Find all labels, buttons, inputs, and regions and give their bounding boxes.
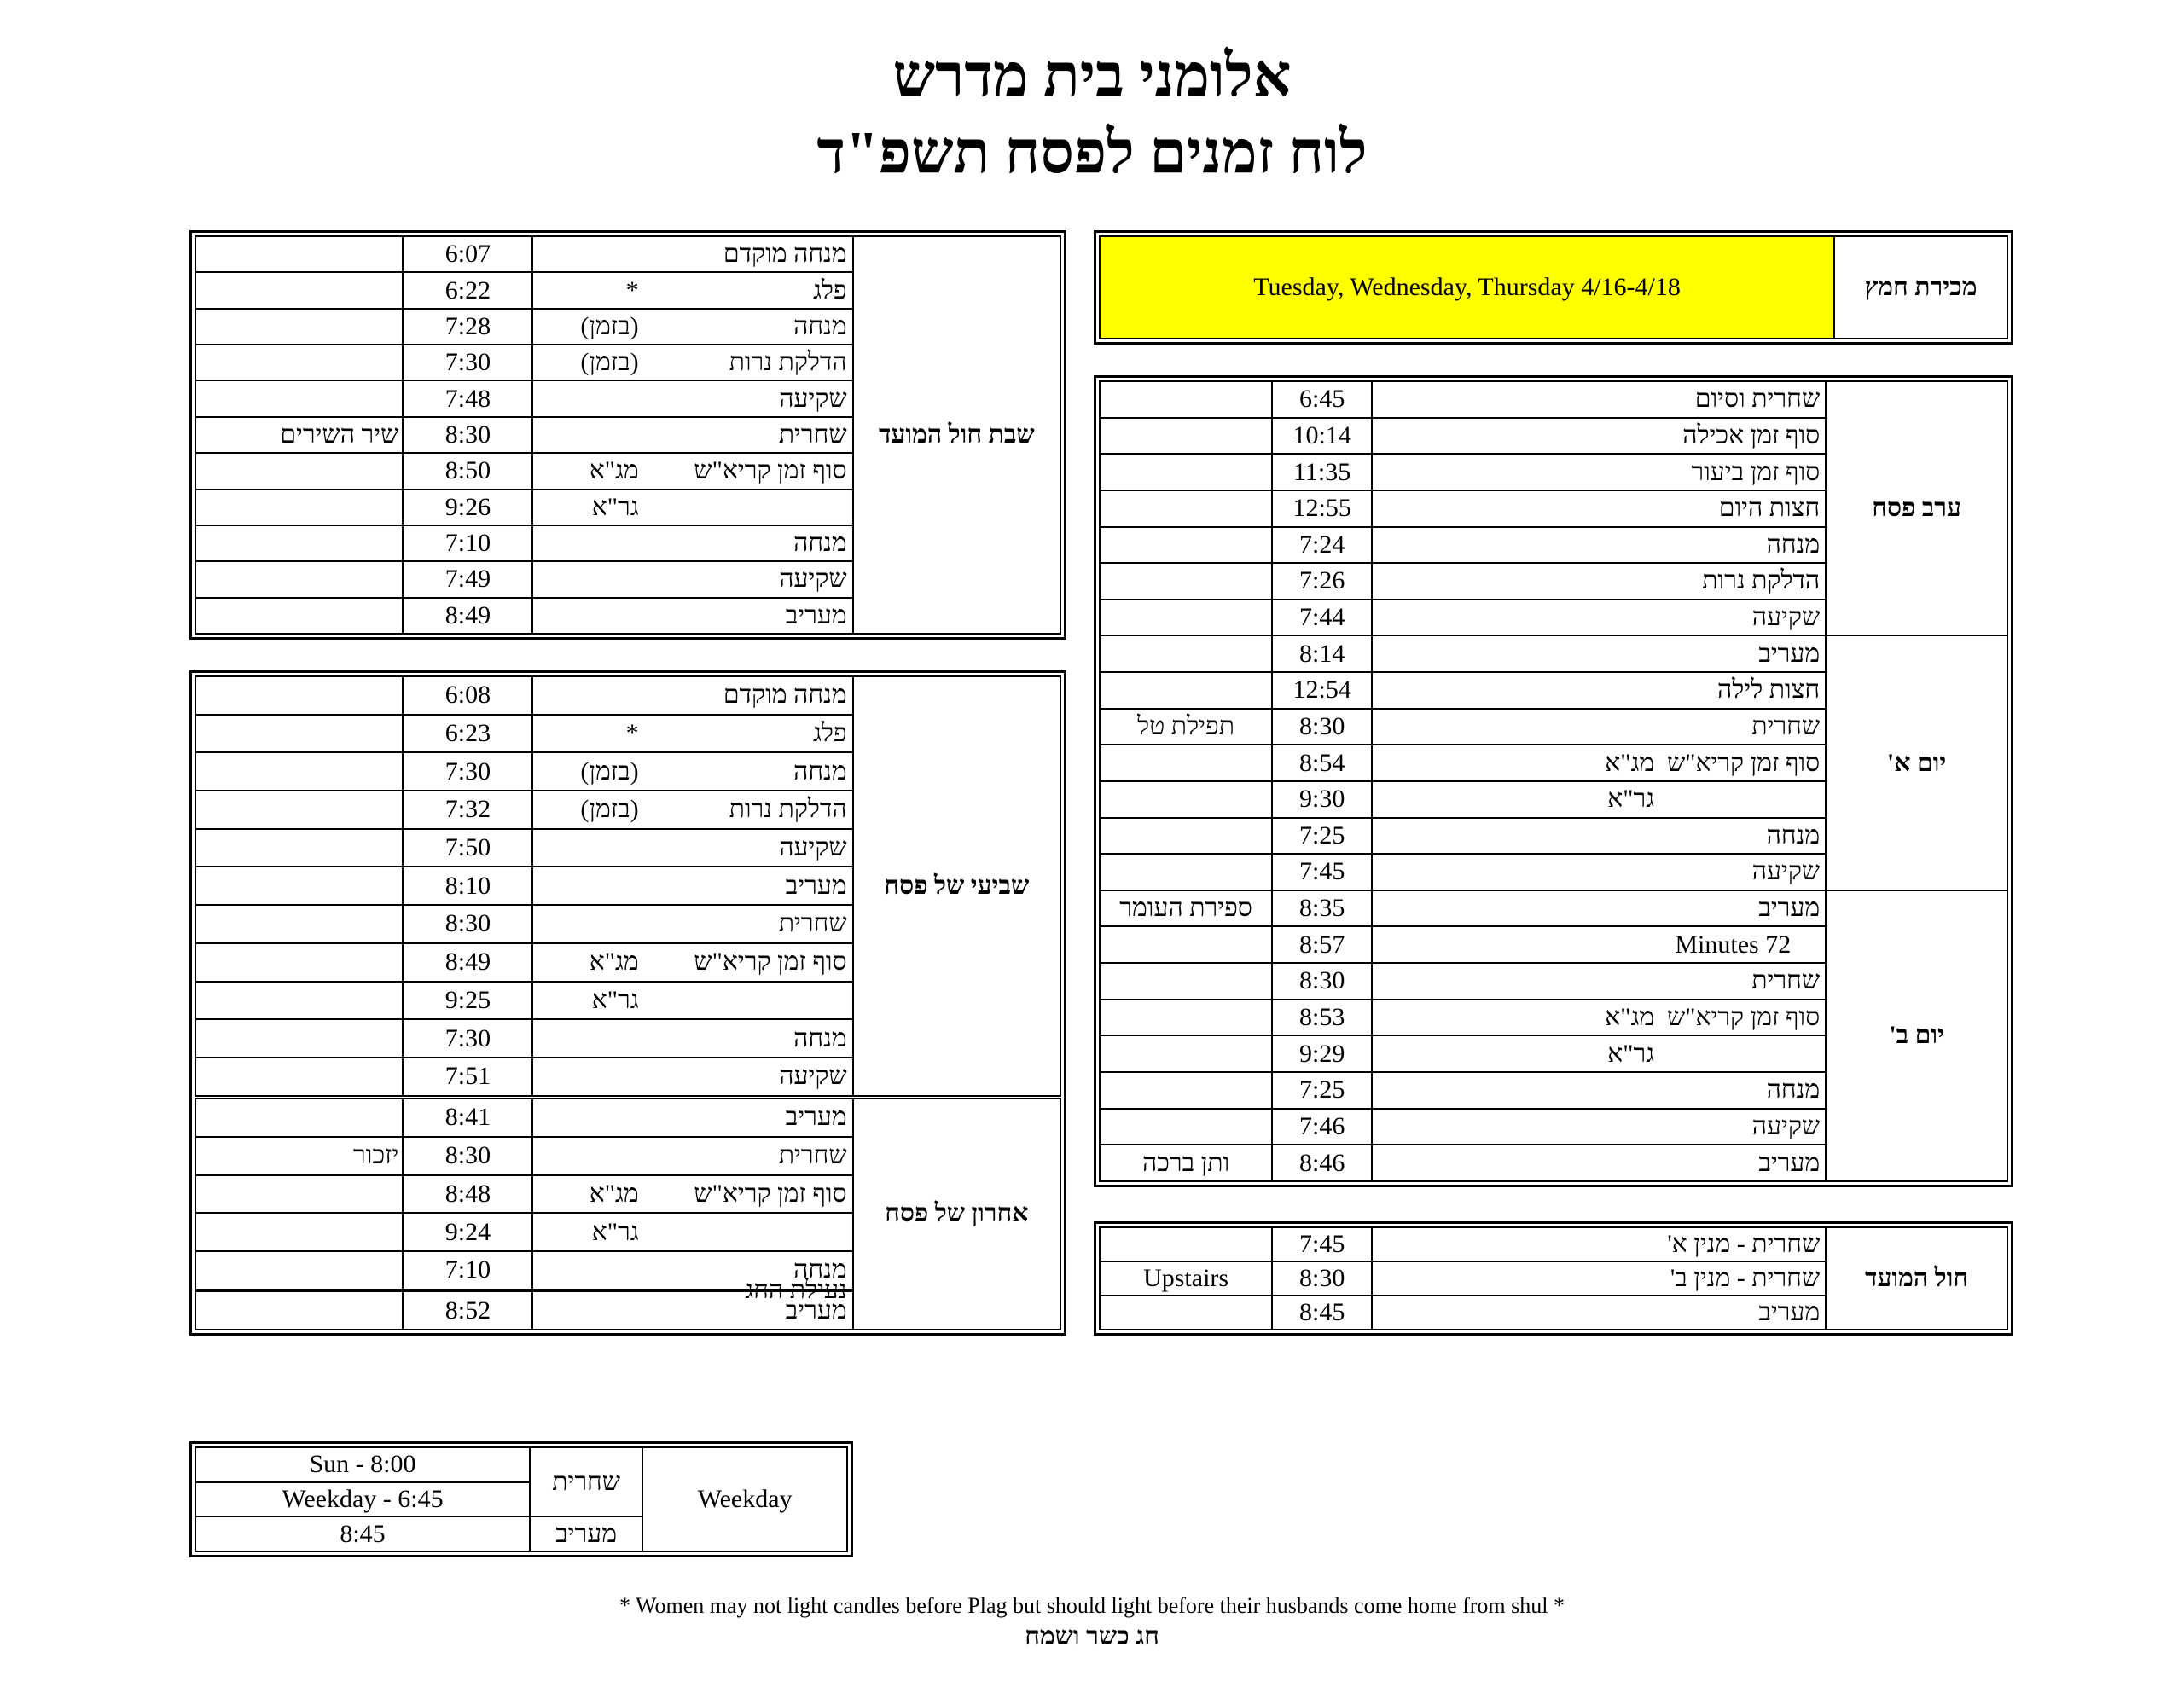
row-extra xyxy=(195,236,403,272)
weekday-sun: Sun - 8:00 xyxy=(195,1447,530,1482)
weekday-shacharis-label: שחרית xyxy=(530,1447,642,1516)
row-label xyxy=(532,1175,852,1214)
row-time: 12:54 xyxy=(1272,672,1372,709)
row-label xyxy=(1372,745,1826,781)
chol-hamoed-table xyxy=(1094,1221,2013,1336)
row-time: 11:35 xyxy=(1272,454,1372,490)
row-extra xyxy=(195,525,403,561)
row-label xyxy=(1372,527,1826,564)
row-name: שחרית xyxy=(778,420,847,449)
row-name: שקיעה xyxy=(1751,857,1821,886)
row-time: 8:49 xyxy=(403,598,532,634)
section-label: חול המועד xyxy=(1826,1227,2007,1330)
row-extra xyxy=(195,345,403,380)
row-note: (בזמן) xyxy=(580,348,639,377)
row-extra xyxy=(195,943,403,982)
row-label xyxy=(1372,926,1826,963)
row-extra xyxy=(1100,563,1272,600)
row-note: גר"א xyxy=(591,492,639,521)
row-label xyxy=(1372,1000,1826,1036)
row-name: חצות לילה xyxy=(1717,675,1821,704)
row-name: שחרית xyxy=(778,909,847,938)
row-label xyxy=(532,525,852,561)
row-label xyxy=(532,943,852,982)
row-time: 7:28 xyxy=(403,309,532,345)
row-name: פלג xyxy=(812,719,847,748)
row-label xyxy=(532,490,852,525)
row-note: גר"א xyxy=(1607,785,1655,814)
row-label xyxy=(1372,418,1826,455)
row-time: 9:25 xyxy=(403,982,532,1020)
shvii-acharon-table xyxy=(189,670,1066,1336)
row-name: הדלקת נרות xyxy=(729,348,847,377)
row-name: סוף זמן קריא"ש xyxy=(694,456,847,485)
schedule-row xyxy=(1100,381,2007,418)
row-extra xyxy=(1100,1072,1272,1109)
row-extra: ותן ברכה xyxy=(1100,1145,1272,1181)
row-name: הדלקת נרות xyxy=(1702,566,1821,595)
row-label xyxy=(1372,1296,1826,1330)
mechiras-chametz-box xyxy=(1094,230,2013,345)
row-time: 7:45 xyxy=(1272,1227,1372,1261)
row-extra xyxy=(1100,963,1272,1000)
row-time: 7:25 xyxy=(1272,1072,1372,1109)
row-time: 7:46 xyxy=(1272,1109,1372,1145)
row-time: 7:44 xyxy=(1272,600,1372,636)
row-label xyxy=(532,1019,852,1058)
row-time: 7:48 xyxy=(403,380,532,416)
row-time: 8:45 xyxy=(1272,1296,1372,1330)
row-name: מעריב xyxy=(785,1103,847,1132)
row-label xyxy=(1372,1227,1826,1261)
row-time: 6:07 xyxy=(403,236,532,272)
row-extra xyxy=(195,309,403,345)
row-label xyxy=(1372,781,1826,818)
row-name: מנחה xyxy=(793,1023,847,1052)
row-time: 7:30 xyxy=(403,1019,532,1058)
row-extra xyxy=(195,490,403,525)
weekday-maariv-time: 8:45 xyxy=(195,1516,530,1551)
row-note: (בזמן) xyxy=(580,311,639,340)
row-time: 8:35 xyxy=(1272,890,1372,927)
mechiras-label: מכירת חמץ xyxy=(1834,236,2007,339)
row-note: מג"א xyxy=(589,456,639,485)
shabbos-chol-hamoed-table xyxy=(189,230,1066,640)
row-name: שחרית xyxy=(1751,966,1821,995)
row-extra xyxy=(195,1291,403,1330)
row-note: מג"א xyxy=(1605,1002,1655,1031)
row-name: שקיעה xyxy=(779,833,847,862)
row-name: מנחה xyxy=(793,1255,847,1284)
row-label xyxy=(532,1058,852,1098)
row-label xyxy=(532,417,852,453)
row-label xyxy=(532,905,852,943)
row-note: מג"א xyxy=(589,1180,639,1208)
row-extra xyxy=(195,561,403,597)
row-note: * xyxy=(625,719,639,748)
row-extra xyxy=(1100,818,1272,855)
row-time: 7:30 xyxy=(403,345,532,380)
row-label xyxy=(1372,854,1826,890)
page-title: אלומני בית מדרש xyxy=(892,43,1292,109)
row-name: שחרית xyxy=(778,1141,847,1170)
schedule-row xyxy=(1100,1227,2007,1261)
row-note: מג"א xyxy=(589,948,639,977)
row-note: מג"א xyxy=(1605,748,1655,777)
row-time: 7:50 xyxy=(403,829,532,867)
row-label xyxy=(532,676,852,715)
row-name: שקיעה xyxy=(1751,1111,1821,1140)
page-subtitle: לוח זמנים לפסח תשפ"ד xyxy=(816,120,1368,186)
row-note: 72 Minutes xyxy=(1675,930,1792,959)
weekday-weekday: Weekday - 6:45 xyxy=(195,1482,530,1517)
row-name: שחרית xyxy=(1751,711,1821,740)
row-label xyxy=(1372,563,1826,600)
row-extra xyxy=(195,1175,403,1214)
row-time: 8:48 xyxy=(403,1175,532,1214)
row-name: סוף זמן קריא"ש xyxy=(694,1180,847,1208)
row-note: גר"א xyxy=(591,1217,639,1246)
row-extra: Upstairs xyxy=(1100,1261,1272,1296)
row-label xyxy=(1372,1109,1826,1145)
row-time: 8:49 xyxy=(403,943,532,982)
row-time: 8:53 xyxy=(1272,1000,1372,1036)
row-time: 7:10 xyxy=(403,525,532,561)
row-time: 8:30 xyxy=(1272,1261,1372,1296)
row-extra xyxy=(1100,854,1272,890)
row-time: 7:30 xyxy=(403,752,532,791)
row-label xyxy=(532,982,852,1020)
row-label xyxy=(532,715,852,753)
row-name: נעילת החג xyxy=(745,1275,847,1304)
row-extra: ספירת העומר xyxy=(1100,890,1272,927)
section-label: יום ב' xyxy=(1826,890,2007,1181)
row-label xyxy=(532,1137,852,1175)
row-label xyxy=(1372,1261,1826,1296)
row-name: פלג xyxy=(812,275,847,304)
row-extra xyxy=(195,453,403,489)
section-label: שביעי של פסח xyxy=(853,676,1060,1097)
row-extra xyxy=(195,829,403,867)
row-label xyxy=(532,236,852,272)
row-label xyxy=(532,791,852,829)
row-name: סוף זמן אכילה xyxy=(1682,420,1821,449)
row-time: 7:25 xyxy=(1272,818,1372,855)
row-name: מנחה xyxy=(793,529,847,558)
weekday-label: Weekday xyxy=(642,1447,847,1551)
row-extra xyxy=(195,1213,403,1251)
schedule-row xyxy=(1100,635,2007,672)
row-name: מעריב xyxy=(1758,894,1821,923)
row-time: 7:32 xyxy=(403,791,532,829)
row-time: 7:26 xyxy=(1272,563,1372,600)
row-name: מעריב xyxy=(785,600,847,629)
row-extra xyxy=(195,598,403,634)
row-extra xyxy=(195,1019,403,1058)
row-time: 12:55 xyxy=(1272,490,1372,527)
row-extra xyxy=(195,982,403,1020)
row-time: 9:26 xyxy=(403,490,532,525)
row-time: 8:50 xyxy=(403,453,532,489)
row-label xyxy=(532,867,852,905)
row-label xyxy=(1372,490,1826,527)
row-name: מעריב xyxy=(1758,1298,1821,1326)
row-time: 8:30 xyxy=(403,417,532,453)
row-note: (בזמן) xyxy=(580,757,639,786)
row-time: 7:10 xyxy=(403,1251,532,1290)
section-label: אחרון של פסח xyxy=(853,1097,1060,1330)
row-extra xyxy=(1100,600,1272,636)
row-label xyxy=(1372,1145,1826,1181)
row-name: שקיעה xyxy=(779,1062,847,1091)
row-name: שקיעה xyxy=(779,565,847,594)
row-extra: יזכור xyxy=(195,1137,403,1175)
row-label xyxy=(1372,672,1826,709)
row-note: גר"א xyxy=(591,985,639,1014)
row-name: סוף זמן קריא"ש xyxy=(694,948,847,977)
schedule-row xyxy=(195,1097,1060,1137)
row-time: 9:24 xyxy=(403,1213,532,1251)
row-extra xyxy=(1100,926,1272,963)
row-extra xyxy=(1100,490,1272,527)
row-extra xyxy=(1100,527,1272,564)
row-name: מעריב xyxy=(1758,1148,1821,1177)
row-label xyxy=(1372,963,1826,1000)
row-label xyxy=(532,561,852,597)
row-name: סוף זמן קריא"ש xyxy=(1666,1002,1821,1031)
footer-greeting: חג כשר ושמח xyxy=(1025,1622,1159,1650)
row-extra: שיר השירים xyxy=(195,417,403,453)
row-extra xyxy=(1100,635,1272,672)
row-extra xyxy=(195,676,403,715)
row-time: 7:49 xyxy=(403,561,532,597)
row-extra xyxy=(195,791,403,829)
row-extra xyxy=(195,1251,403,1290)
row-extra xyxy=(195,715,403,753)
row-name: מנחה xyxy=(793,757,847,786)
row-name: מנחה xyxy=(1766,820,1821,849)
row-name: שקיעה xyxy=(779,384,847,413)
row-label xyxy=(1372,600,1826,636)
row-time: 8:30 xyxy=(1272,963,1372,1000)
row-label xyxy=(532,752,852,791)
row-label xyxy=(532,309,852,345)
row-note: גר"א xyxy=(1607,1039,1655,1068)
section-label: שבת חול המועד xyxy=(853,236,1060,634)
row-extra xyxy=(1100,381,1272,418)
row-extra xyxy=(195,867,403,905)
row-extra xyxy=(1100,745,1272,781)
row-label xyxy=(532,1097,852,1137)
mechiras-dates: Tuesday, Wednesday, Thursday 4/16-4/18 xyxy=(1100,236,1834,339)
footer-note: * Women may not light candles before Plag but should light before their husbands come home from shul * xyxy=(619,1593,1565,1618)
row-label xyxy=(1372,890,1826,927)
row-extra xyxy=(195,380,403,416)
row-extra xyxy=(1100,454,1272,490)
section-label: יום א' xyxy=(1826,635,2007,890)
row-extra xyxy=(1100,418,1272,455)
row-label xyxy=(532,380,852,416)
row-extra xyxy=(1100,1109,1272,1145)
row-name: מעריב xyxy=(785,871,847,900)
row-name: סוף זמן קריא"ש xyxy=(1666,748,1821,777)
row-extra xyxy=(195,1097,403,1137)
row-label xyxy=(1372,1035,1826,1072)
schedule-row xyxy=(195,236,1060,272)
row-extra xyxy=(1100,1227,1272,1261)
row-label xyxy=(1372,381,1826,418)
row-label xyxy=(532,272,852,308)
erev-pesach-yomtov-table xyxy=(1094,375,2013,1187)
row-time: 7:51 xyxy=(403,1058,532,1098)
row-time: 8:52 xyxy=(403,1291,532,1330)
row-name: שקיעה xyxy=(1751,603,1821,632)
row-extra xyxy=(195,1058,403,1098)
row-time: 7:45 xyxy=(1272,854,1372,890)
row-time: 7:24 xyxy=(1272,527,1372,564)
row-label xyxy=(532,345,852,380)
row-name: הדלקת נרות xyxy=(729,795,847,824)
row-time: 9:30 xyxy=(1272,781,1372,818)
row-name: מעריב xyxy=(1758,639,1821,668)
row-time: 10:14 xyxy=(1272,418,1372,455)
row-time: 8:30 xyxy=(403,905,532,943)
row-label xyxy=(532,1213,852,1251)
row-time: 9:29 xyxy=(1272,1035,1372,1072)
row-label xyxy=(1372,1072,1826,1109)
schedule-row xyxy=(1100,890,2007,927)
row-time: 8:30 xyxy=(403,1137,532,1175)
row-label xyxy=(532,1291,852,1330)
row-extra xyxy=(1100,1296,1272,1330)
row-label xyxy=(532,453,852,489)
row-time: 8:14 xyxy=(1272,635,1372,672)
row-name: מנחה מוקדם xyxy=(723,240,847,269)
row-name: מנחה xyxy=(1766,530,1821,559)
row-label xyxy=(1372,818,1826,855)
row-extra xyxy=(195,752,403,791)
row-extra xyxy=(1100,781,1272,818)
row-time: 8:57 xyxy=(1272,926,1372,963)
row-name: חצות היום xyxy=(1718,494,1821,523)
row-name: מנחה xyxy=(1766,1075,1821,1104)
row-note: * xyxy=(625,275,639,304)
row-name: שחרית - מנין א' xyxy=(1667,1230,1821,1258)
row-name: שחרית - מנין ב' xyxy=(1670,1264,1821,1292)
row-extra: תפילת טל xyxy=(1100,709,1272,745)
row-name: סוף זמן ביעור xyxy=(1691,457,1821,486)
row-note: (בזמן) xyxy=(580,795,639,824)
row-extra xyxy=(1100,1000,1272,1036)
row-time: 6:23 xyxy=(403,715,532,753)
row-time: 8:46 xyxy=(1272,1145,1372,1181)
row-extra xyxy=(195,272,403,308)
row-label xyxy=(532,598,852,634)
row-time: 8:54 xyxy=(1272,745,1372,781)
section-label: ערב פסח xyxy=(1826,381,2007,635)
weekday-table xyxy=(189,1441,853,1557)
row-label xyxy=(532,829,852,867)
row-time: 6:08 xyxy=(403,676,532,715)
row-name: מנחה xyxy=(793,311,847,340)
row-label xyxy=(1372,635,1826,672)
row-extra xyxy=(1100,672,1272,709)
schedule-row xyxy=(195,676,1060,715)
row-time: 6:45 xyxy=(1272,381,1372,418)
weekday-maariv-label: מעריב xyxy=(530,1516,642,1551)
row-name: מנחה מוקדם xyxy=(723,681,847,710)
row-time: 8:10 xyxy=(403,867,532,905)
row-extra xyxy=(195,905,403,943)
row-name: שחרית וסיום xyxy=(1694,385,1821,414)
row-time: 8:30 xyxy=(1272,709,1372,745)
row-extra xyxy=(1100,1035,1272,1072)
row-time: 8:41 xyxy=(403,1097,532,1137)
row-time: 6:22 xyxy=(403,272,532,308)
row-label xyxy=(1372,709,1826,745)
row-name: מעריב xyxy=(785,1296,847,1325)
row-label xyxy=(1372,454,1826,490)
